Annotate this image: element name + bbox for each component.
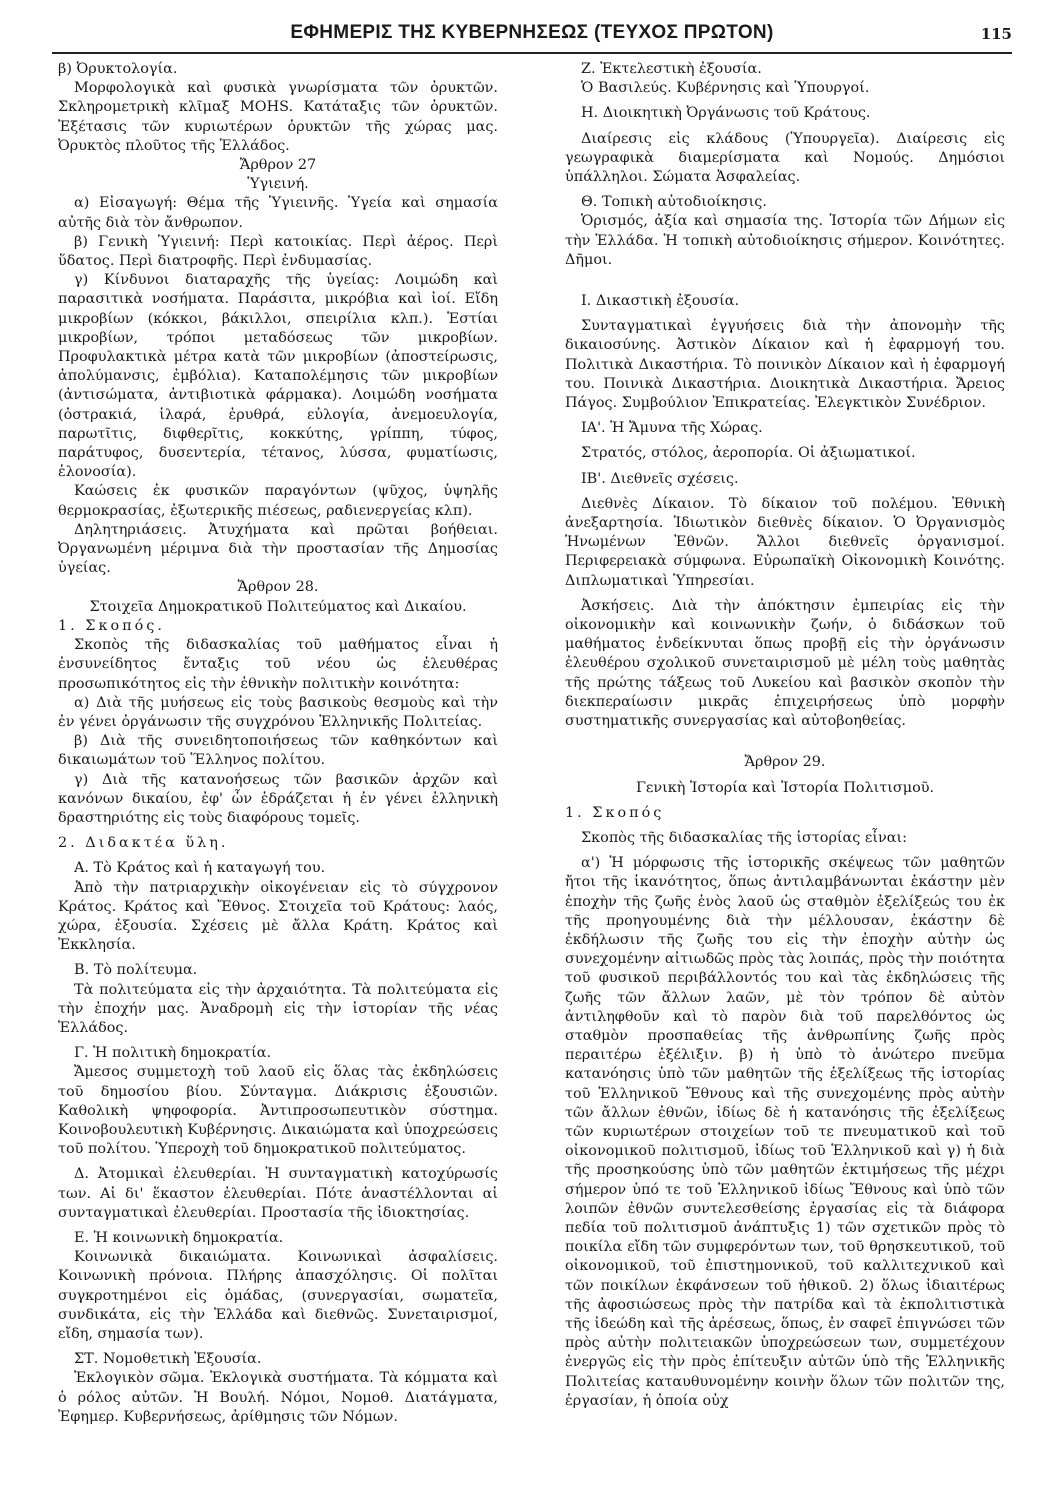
paragraph: Συνταγματικαὶ ἐγγυήσεις διὰ τὴν ἀπονομὴν τῆς δικαιοσύνης. Ἀστικὸν Δίκαιον καὶ ἡ ἐφαρμογή του. Πολιτικὰ Δικαστήρια. Τὸ ποινικὸν Δίκαιον καὶ ἡ ἐφαρμογή του. Ποινικὰ Δικαστήρια. Διοικητικὰ Δικαστήρια. Ἄρειος Πάγος. Συμβούλιον Ἐπικρατείας. Ἐλεγκτικὸν Συνέδριον. [565, 318, 1005, 412]
header-rule [52, 52, 1012, 54]
subsection-heading: ΙΑ'. Ἡ Ἄμυνα τῆς Χώρας. [581, 420, 763, 437]
paragraph: γ) Κίνδυνοι διαταραχῆς τῆς ὑγείας: Λοιμώδη καὶ παρασιτικὰ νοσήματα. Παράσιτα, μικρόβια καὶ ἰοί. Εἴδη μικροβίων (κόκκοι, βάκιλλοι, σπειρίλια κλπ.). Ἑστίαι μικροβίων, τρόποι μεταδόσεως τῶν μικροβίων. Προφυλακτικὰ μέτρα κατὰ τῶν μικροβίων (ἀποστείρωσις, ἀπολύμανσις, ἐμβόλια). Καταπολέμησις τῶν μικροβίων (ἀντισώματα, ἀντιβιοτικὰ φάρμακα). Λοιμώδη νοσήματα (ὀστρακιά, ἱλαρά, ἐρυθρά, εὐλογία, ἀνεμοευλογία, παρωτῖτις, διφθερῖτις, κοκκύτης, γρίππη, τύφος, παράτυφος, δυσεντερία, τέτανος, λύσσα, φυματίωσις, ἑλονοσία). [58, 272, 498, 481]
paragraph: Κοινωνικὰ δικαιώματα. Κοινωνικαὶ ἀσφαλίσεις. Κοινωνικὴ πρόνοια. Πλήρης ἀπασχόλησις. Οἱ πολῖται συγκροτημένοι εἰς ὁμάδας, (συνεργασίαι, σωματεῖα, συνδικάτα, εἰς τὴν Ἑλλάδα καὶ διεθνῶς. Συνεταιρισμοί, εἴδη, σημασία των). [58, 1249, 498, 1342]
page-header [52, 22, 1012, 52]
paragraph: Ἐκλογικὸν σῶμα. Ἐκλογικὰ συστήματα. Τὰ κόμματα καὶ ὁ ρόλος αὐτῶν. Ἡ Βουλή. Νόμοι, Νομοθ. Διατάγματα, Ἐφημερ. Κυβερνήσεως, ἀρίθμησις τῶν Νόμων. [58, 1370, 498, 1425]
paragraph: α') Ἡ μόρφωσις τῆς ἱστορικῆς σκέψεως τῶν μαθητῶν ἤτοι τῆς ἱκανότητος, ὅπως ἀντιλαμβάνωνται ἑκάστην μὲν ἐποχὴν τῆς ζωῆς ἑνὸς λαοῦ ὡς σταθμὸν ἐξελίξεώς του ἐκ τῆς προηγουμένης διὰ τὴν μέλλουσαν, ἑκάστην δὲ ἐκδήλωσιν τῆς ζωῆς του εἰς τὴν ἐποχὴν αὐτὴν ὡς συνεχομένην αἰτιωδῶς πρὸς τὰς λοιπάς, πρὸς τὴν ποιότητα τοῦ φυσικοῦ περιβάλλοντός του καὶ τὰς ἐκδηλώσεις τῆς ζωῆς τῶν ἄλλων λαῶν, μὲ τὸν τρόπον δὲ αὐτὸν ἀντιληφθοῦν καὶ τὸ παρὸν διὰ τοῦ παρελθόντος ὡς σταθμὸν προσπαθείας τῆς ἀνθρωπίνης ζωῆς πρὸς περαιτέρω ἐξέλιξιν. β) ἡ ὑπὸ τὸ ἀνώτερο πνεῦμα κατανόησις ὑπὸ τῶν μαθητῶν τῆς ἐξελίξεως τῆς ἱστορίας τοῦ Ἑλληνικοῦ Ἔθνους καὶ τῆς συνεχομένης πρὸς αὐτὴν τῶν ἄλλων ἐθνῶν, ἰδίως δὲ ἡ κατανόησις τῆς ἐξελίξεως τῶν κυριωτέρων στοιχείων τοῦ τε πνευματικοῦ καὶ τοῦ οἰκονομικοῦ πολιτισμοῦ, ἰδίως τοῦ Ἑλληνικοῦ καὶ γ) ἡ διὰ τῆς προσηκούσης ὑπὸ τῶν μαθητῶν ἐκτιμήσεως τῆς μέχρι σήμερον ὑπό τε τοῦ Ἑλληνικοῦ ἰδίως Ἔθνους καὶ ὑπὸ τῶν λοιπῶν ἐθνῶν συντελεσθείσης ἐργασίας εἰς τὰ διάφορα πεδία τοῦ πολιτισμοῦ ἀνάπτυξις 1) τῶν σχετικῶν πρὸς τὸ ποικίλα εἴδη τῶν συμφερόντων των, τοῦ θρησκευτικοῦ, τοῦ οἰκονομικοῦ, τοῦ ἐπιστημονικοῦ, τοῦ καλλιτεχνικοῦ καὶ τῶν ποικίλων ἐκφάνσεων τοῦ ἠθικοῦ. 2) ὅλως ἰδιαιτέρως τῆς ἀφοσιώσεως πρὸς τὴν πατρίδα καὶ τὰ ἐκπολιτιστικὰ τῆς ἰδεώδη καὶ τῆς ἀρέσεως, ὅπως, ἐν σαφεῖ ἐπιγνώσει τῶν πρὸς αὐτὴν πολιτειακῶν ὑποχρεώσεων των, συμμετέχουν ἐνεργῶς εἰς τὴν πρὸς ἐπίτευξιν αὐτῶν ὑπὸ τῆς Ἑλληνικῆς Πολιτείας καταυθυνομένην κοινὴν ὅλων τῶν πολιτῶν της, ἐργασίαν, ἡ ὁποία οὐχ [565, 855, 1005, 1409]
paragraph: Ὁρισμός, ἀξία καὶ σημασία της. Ἱστορία τῶν Δήμων εἰς τὴν Ἑλλάδα. Ἡ τοπικὴ αὐτοδιοίκησις σήμερον. Κοινότητες. Δῆμοι. [565, 213, 1005, 268]
subsection-heading: Β. Τὸ πολίτευμα. [74, 962, 198, 979]
paragraph: Σκοπὸς τῆς διδασκαλίας τοῦ μαθήματος εἶναι ἡ ἐνσυνείδητος ἔνταξις τοῦ νέου ὡς ἐλευθέρας προσωπικότητος εἰς τὴν ἐθνικὴν πολιτικὴν κοινότητα: [58, 637, 498, 692]
section-heading: 1. Σκοπός [565, 804, 665, 821]
right-column [565, 60, 1005, 1411]
paragraph: Ἀπὸ τὴν πατριαρχικὴν οἰκογένειαν εἰς τὸ σύγχρονον Κράτος. Κράτος καὶ Ἔθνος. Στοιχεῖα τοῦ Κράτους: λαός, χώρα, ἐξουσία. Σχέσεις μὲ ἄλλα Κράτη. Κράτος καὶ Ἐκκλησία. [58, 879, 498, 954]
paragraph: Ὁ Βασιλεύς. Κυβέρνησις καὶ Ὑπουργοί. [581, 80, 870, 97]
section-heading: β) Ὀρυκτολογία. [58, 61, 178, 77]
subsection-heading: Α. Τὸ Κράτος καὶ ἡ καταγωγή του. [74, 860, 326, 877]
article-subject: Γενικὴ Ἱστορία καὶ Ἱστορία Πολιτισμοῦ. [635, 779, 935, 796]
section-heading: 1. Σκοπός. [58, 617, 165, 634]
paragraph: Στρατός, στόλος, ἀεροπορία. Οἱ ἀξιωματικοί. [581, 445, 916, 462]
article-heading: Ἄρθρον 27 [239, 157, 317, 174]
paragraph: Ἄμεσος συμμετοχὴ τοῦ λαοῦ εἰς ὅλας τὰς ἐκδηλώσεις τοῦ δημοσίου βίου. Σύνταγμα. Διάκρισις ἐξουσιῶν. Καθολικὴ ψηφοφορία. Ἀντιπροσωπευτικὸν σύστημα. Κοινοβουλευτικὴ Κυβέρνησις. Δικαιώματα καὶ ὑποχρεώσεις τοῦ πολίτου. Ὑπεροχὴ τοῦ δημοκρατικοῦ πολιτεύματος. [58, 1064, 498, 1158]
subsection-heading: ΙΒ'. Διεθνεῖς σχέσεις. [581, 470, 739, 487]
paragraph: Καώσεις ἐκ φυσικῶν παραγόντων (ψῦχος, ὑψηλῆς θερμοκρασίας, ἐξωτερικῆς πιέσεως, ραδιενεργείας κλπ). [58, 483, 498, 519]
subsection-heading: Ε. Ἡ κοινωνικὴ δημοκρατία. [74, 1229, 284, 1246]
gazette-title: ΕΦΗΜΕΡΙΣ ΤΗΣ ΚΥΒΕΡΝΗΣΕΩΣ (ΤΕΥΧΟΣ ΠΡΩΤΟΝ) [290, 22, 774, 43]
subsection-heading: Ι. Δικαστικὴ ἐξουσία. [581, 293, 740, 310]
paragraph: Τὰ πολιτεύματα εἰς τὴν ἀρχαιότητα. Τὰ πολιτεύματα εἰς τὴν ἐποχήν μας. Ἀναδρομὴ εἰς τὴν ἱστορίαν τῆς νέας Ἑλλάδος. [58, 981, 498, 1036]
paragraph: γ) Διὰ τῆς κατανοήσεως τῶν βασικῶν ἀρχῶν καὶ κανόνων δικαίου, ἐφ' ὧν ἑδράζεται ἡ ἐν γένει ἑλληνικὴ δραστηριότης εἰς τοὺς διαφόρους τομεῖς. [58, 771, 498, 826]
paragraph: Δηλητηριάσεις. Ἀτυχήματα καὶ πρῶται βοήθειαι. Ὀργανωμένη μέριμνα διὰ τὴν προστασίαν τῆς Δημοσίας ὑγείας. [58, 521, 498, 577]
paragraph: Δ. Ἀτομικαὶ ἐλευθερίαι. Ἡ συνταγματικὴ κατοχύρωσίς των. Αἱ δι' ἕκαστον ἐλευθερίαι. Πότε ἀναστέλλονται αἱ συνταγματικαὶ ἐλευθερίαι. Προστασία τῆς ἰδιοκτησίας. [58, 1166, 498, 1221]
article-subject: Ὑγιεινή. [247, 176, 309, 193]
section-heading: 2. Διδακτέα ὕλη. [58, 835, 229, 852]
paragraph: β) Γενικὴ Ὑγιεινή: Περὶ κατοικίας. Περὶ ἀέρος. Περὶ ὕδατος. Περὶ διατροφῆς. Περὶ ἐνδυμασίας. [58, 233, 498, 270]
article-subject: Στοιχεῖα Δημοκρατικοῦ Πολιτεύματος καὶ Δικαίου. [89, 598, 467, 615]
page-number: 115 [980, 25, 1012, 43]
subsection-heading: Θ. Τοπικὴ αὐτοδιοίκησις. [581, 194, 767, 211]
paragraph: α) Εἰσαγωγή: Θέμα τῆς Ὑγιεινῆς. Ὑγεία καὶ σημασία αὐτῆς διὰ τὸν ἄνθρωπον. [58, 195, 498, 231]
subsection-heading: Ζ. Ἐκτελεστικὴ ἐξουσία. [581, 61, 762, 77]
paragraph: β) Διὰ τῆς συνειδητοποιήσεως τῶν καθηκόντων καὶ δικαιωμάτων τοῦ Ἕλληνος πολίτου. [58, 733, 498, 769]
subsection-heading: Η. Διοικητικὴ Ὀργάνωσις τοῦ Κράτους. [581, 105, 871, 122]
paragraph: Διεθνὲς Δίκαιον. Τὸ δίκαιον τοῦ πολέμου. Ἐθνικὴ ἀνεξαρτησία. Ἰδιωτικὸν διεθνὲς δίκαιον. Ὁ Ὀργανισμὸς Ἡνωμένων Ἐθνῶν. Ἄλλοι διεθνεῖς ὀργανισμοί. Περιφερειακὰ σύμφωνα. Εὐρωπαϊκὴ Οἰκονομικὴ Κοινότης. Διπλωματικαὶ Ὑπηρεσίαι. [565, 495, 1005, 589]
subsection-heading: Γ. Ἡ πολιτικὴ δημοκρατία. [74, 1045, 272, 1062]
paragraph: Μορφολογικὰ καὶ φυσικὰ γνωρίσματα τῶν ὀρυκτῶν. Σκληρομετρικὴ κλῖμαξ MOHS. Κατάταξις τῶν ὀρυκτῶν. Ἐξέτασις τῶν κυριωτέρων ὀρυκτῶν τῆς χώρας μας. Ὀρυκτὸς πλοῦτος τῆς Ἑλλάδος. [58, 80, 498, 154]
left-column [58, 60, 498, 1427]
paragraph: Διαίρεσις εἰς κλάδους (Ὑπουργεῖα). Διαίρεσις εἰς γεωγραφικὰ διαμερίσματα καὶ Νομούς. Δημόσιοι ὑπάλληλοι. Σώματα Ἀσφαλείας. [565, 130, 1005, 186]
paragraph: Σκοπὸς τῆς διδασκαλίας τῆς ἱστορίας εἶναι: [581, 829, 907, 846]
subsection-heading: ΣΤ. Νομοθετικὴ Ἐξουσία. [74, 1351, 262, 1368]
article-heading: Ἄρθρον 29. [744, 754, 826, 771]
paragraph: α) Διὰ τῆς μυήσεως εἰς τοὺς βασικοὺς θεσμοὺς καὶ τὴν ἐν γένει ὀργάνωσιν τῆς συγχρόνου Ἑλληνικῆς Πολιτείας. [58, 694, 498, 730]
article-heading: Ἄρθρον 28. [237, 579, 319, 596]
paragraph: Ἀσκήσεις. Διὰ τὴν ἀπόκτησιν ἐμπειρίας εἰς τὴν οἰκονομικὴν καὶ κοινωνικὴν ζωήν, ὁ διδάσκων τοῦ μαθήματος ἐνδείκνυται ὅπως προβῇ εἰς τὴν ὀργάνωσιν ἐλευθέρου σχολικοῦ συνεταιρισμοῦ μὲ μέλη τοὺς μαθητὰς τῆς πρώτης τάξεως τοῦ Λυκείου καὶ βασικὸν σκοπὸν τὴν διεκπεραίωσιν μικρᾶς ἐπιχειρήσεως ὑπὸ μορφὴν συστηματικῆς συνεργασίας καὶ αὐτοβοηθείας. [565, 597, 1005, 730]
